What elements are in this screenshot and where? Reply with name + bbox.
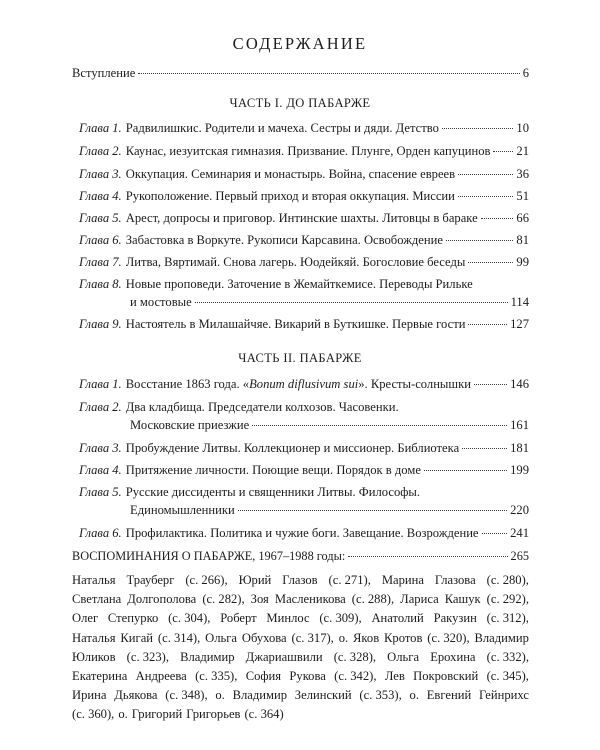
- toc-entry-continuation[interactable]: [130, 295, 529, 310]
- leader-dots: [462, 448, 507, 449]
- memoir-authors-list: [72, 571, 529, 725]
- memoir-authors-line: [72, 590, 529, 609]
- leader-dots: [482, 533, 508, 534]
- title-part: Восстание 1863 года. «: [125, 377, 250, 391]
- entry-title: Два кладбища. Председатели колхозов. Часовенки.: [125, 400, 399, 414]
- memoir-word: Ирина: [72, 688, 107, 703]
- memoir-authors-line: [72, 667, 529, 686]
- memoir-word: Юликов: [72, 649, 116, 664]
- memoir-word: Светлана: [72, 592, 122, 607]
- title-part: ». Кресты-солнышки: [358, 377, 471, 391]
- toc-entry[interactable]: [79, 441, 529, 456]
- toc-entry[interactable]: [79, 144, 529, 159]
- entry-page: 114: [510, 295, 529, 309]
- entry-title: Забастовка в Воркуте. Рукописи Карсавина. Освобождение: [125, 233, 443, 247]
- entry-page: 6: [522, 66, 529, 80]
- entry-title: Русские диссиденты и священники Литвы. Философы.: [125, 485, 421, 499]
- memoir-word: Яков: [353, 630, 380, 645]
- memoir-word: (с. 304),: [168, 611, 211, 626]
- chapter-number: Глава 6.: [79, 233, 122, 247]
- memoir-word: Ольга: [387, 649, 420, 664]
- entry-page: 81: [516, 233, 529, 247]
- leader-dots: [458, 196, 513, 197]
- entry-title: Радвилишкис. Родители и мачеха. Сестры и дяди. Детство: [125, 121, 439, 135]
- chapter-number: Глава 1.: [79, 377, 122, 391]
- memoir-word: Олег: [72, 611, 99, 626]
- memoir-word: (с. 312),: [486, 611, 529, 626]
- chapter-number: Глава 5.: [79, 485, 122, 499]
- memoir-word: Лев: [384, 669, 405, 684]
- entry-page: 161: [510, 418, 529, 432]
- entry-page: 36: [516, 167, 529, 181]
- chapter-number: Глава 3.: [79, 167, 122, 181]
- memoir-word: Гейнрихс: [478, 688, 529, 703]
- memoir-word: Кротов: [384, 630, 423, 645]
- toc-entry[interactable]: [79, 255, 529, 270]
- memoir-word: Наталья: [72, 630, 116, 645]
- memoir-word: Степурко: [107, 611, 159, 626]
- entry-title: Вступление: [72, 66, 136, 80]
- toc-entry-memoirs[interactable]: [72, 549, 529, 564]
- toc-entry-intro[interactable]: [72, 66, 529, 81]
- entry-title: Настоятель в Милашайчяе. Викарий в Буткишке. Первые гости: [125, 317, 466, 331]
- leader-dots: [458, 174, 513, 175]
- memoir-word: (с. 288),: [351, 592, 395, 607]
- entry-page: 99: [516, 255, 529, 269]
- leader-dots: [468, 324, 507, 325]
- memoir-word: София: [245, 669, 282, 684]
- memoir-authors-line: [72, 686, 529, 705]
- memoir-authors-line: [72, 648, 529, 667]
- memoir-word: Глазов: [282, 573, 318, 587]
- entry-title: Пробуждение Литвы. Коллекционер и миссионер. Библиотека: [125, 441, 460, 455]
- memoir-word: Кигай: [120, 630, 154, 645]
- entry-title: Новые проповеди. Заточение в Жемайткемисе. Переводы Рильке: [125, 277, 473, 291]
- memoir-word: Евгений: [426, 688, 472, 703]
- chapter-number: Глава 9.: [79, 317, 122, 331]
- memoir-word: (с. 364): [244, 707, 284, 722]
- entry-title-continuation: Единомышленники: [130, 503, 235, 517]
- contents-heading: СОДЕРЖАНИЕ: [232, 34, 368, 53]
- leader-dots: [138, 73, 519, 74]
- leader-dots: [442, 128, 513, 129]
- entry-page: 127: [510, 317, 529, 331]
- memoir-word: о.: [338, 630, 349, 645]
- memoir-word: Анатолий: [371, 611, 424, 626]
- memoir-word: Екатерина: [72, 669, 128, 684]
- toc-entry[interactable]: [79, 485, 529, 500]
- chapter-number: Глава 6.: [79, 526, 122, 540]
- toc-entry[interactable]: [79, 317, 529, 332]
- memoir-word: Лариса: [400, 592, 439, 607]
- memoir-word: (с. 328),: [333, 649, 377, 664]
- entry-page: 220: [510, 503, 529, 517]
- entry-page: 66: [516, 211, 529, 225]
- memoir-word: Джариашвили: [245, 649, 323, 664]
- part-heading-1: ЧАСТЬ I. ДО ПАБАРЖЕ: [229, 96, 371, 110]
- leader-dots: [238, 510, 507, 511]
- memoir-word: о.: [215, 688, 225, 703]
- toc-entry[interactable]: [79, 121, 529, 136]
- entry-page: 181: [510, 441, 529, 455]
- entry-page: 199: [510, 463, 529, 477]
- memoir-word: Наталья: [72, 573, 116, 587]
- leader-dots: [252, 425, 507, 426]
- memoir-word: Обухова: [241, 630, 287, 645]
- entry-title: Оккупация. Семинария и монастырь. Война, спасение евреев: [125, 167, 456, 181]
- memoir-word: (с. 314),: [157, 630, 201, 645]
- entry-title: Рукоположение. Первый приход и вторая оккупация. Миссии: [125, 189, 455, 203]
- memoir-word: (с. 282),: [202, 592, 245, 607]
- memoir-word: Ракузин: [433, 611, 477, 626]
- chapter-number: Глава 2.: [79, 144, 122, 158]
- memoir-word: Масленикова: [274, 592, 346, 607]
- memoir-word: Григорьев: [186, 707, 241, 722]
- memoir-word: (с. 332),: [486, 649, 529, 664]
- entry-page: 146: [510, 377, 529, 391]
- toc-entry[interactable]: [79, 400, 529, 415]
- leader-dots: [195, 302, 508, 303]
- latin-motto: Bonum diflusivum sui: [249, 377, 359, 391]
- memoir-word: Григорий: [131, 707, 183, 722]
- memoir-word: (с. 280),: [486, 573, 529, 587]
- toc-entry[interactable]: [79, 463, 529, 478]
- chapter-number: Глава 5.: [79, 211, 122, 225]
- entry-page: 10: [516, 121, 529, 135]
- memoir-word: Трауберг: [126, 573, 175, 587]
- memoir-word: Дьякова: [114, 688, 158, 703]
- memoir-word: Рукова: [289, 669, 326, 684]
- entry-title-continuation: Московские приезжие: [130, 418, 250, 432]
- memoir-word: Глазова: [434, 573, 476, 587]
- entry-title: Притяжение личности. Поющие вещи. Порядок в доме: [125, 463, 421, 477]
- entry-title: Литва, Вяртимай. Снова лагерь. Юодейкяй. Богословие беседы: [125, 255, 466, 269]
- memoir-word: (с. 335),: [195, 669, 238, 684]
- leader-dots: [481, 218, 514, 219]
- memoir-authors-line: [72, 609, 529, 628]
- chapter-number: Глава 4.: [79, 189, 122, 203]
- entry-page: 265: [510, 549, 529, 563]
- memoir-word: (с. 342),: [334, 669, 377, 684]
- memoir-word: (с. 345),: [486, 669, 529, 684]
- leader-dots: [474, 384, 507, 385]
- memoir-word: Юрий: [238, 573, 272, 587]
- toc-entry[interactable]: [79, 526, 529, 541]
- memoir-word: Роберт: [220, 611, 257, 626]
- leader-dots: [446, 240, 513, 241]
- memoir-word: Долгополова: [127, 592, 197, 607]
- leader-dots: [493, 151, 513, 152]
- toc-entry[interactable]: [79, 211, 529, 226]
- memoir-word: Кашук: [444, 592, 481, 607]
- memoir-word: Минлос: [266, 611, 310, 626]
- chapter-number: Глава 1.: [79, 121, 122, 135]
- memoir-word: Владимир: [180, 649, 235, 664]
- toc-entry[interactable]: [79, 277, 529, 292]
- toc-entry[interactable]: [79, 167, 529, 182]
- leader-dots: [424, 470, 507, 471]
- memoirs-title: ВОСПОМИНАНИЯ О ПАБАРЖЕ, 1967–1988 годы:: [72, 549, 346, 563]
- memoir-word: (с. 320),: [427, 630, 470, 645]
- memoir-word: Покровский: [413, 669, 479, 684]
- memoir-word: Ерохина: [430, 649, 476, 664]
- memoir-word: о.: [409, 688, 419, 703]
- toc-entry[interactable]: [79, 189, 529, 204]
- entry-page: 21: [516, 144, 529, 158]
- memoir-word: (с. 309),: [319, 611, 362, 626]
- memoir-authors-line: [72, 629, 529, 648]
- chapter-number: Глава 3.: [79, 441, 122, 455]
- entry-title: Каунас, иезуитская гимназия. Призвание. Плунге, Орден капуцинов: [125, 144, 491, 158]
- chapter-number: Глава 4.: [79, 463, 122, 477]
- memoir-word: Марина: [381, 573, 424, 587]
- memoir-word: Владимир: [474, 630, 529, 645]
- leader-dots: [468, 262, 513, 263]
- entry-title-continuation: и мостовые: [130, 295, 192, 309]
- memoir-word: Владимир: [232, 688, 288, 703]
- toc-entry[interactable]: [79, 233, 529, 248]
- memoir-word: Зелинский: [294, 688, 352, 703]
- memoir-word: Зоя: [250, 592, 269, 607]
- toc-entry-continuation[interactable]: [130, 503, 529, 518]
- toc-entry-continuation[interactable]: [130, 418, 529, 433]
- entry-page: 51: [516, 189, 529, 203]
- leader-dots: [348, 556, 507, 557]
- entry-title: Арест, допросы и приговор. Интинские шахты. Литовцы в бараке: [125, 211, 478, 225]
- memoir-word: (с. 317),: [291, 630, 334, 645]
- entry-title: [126, 377, 471, 392]
- memoir-authors-line: [72, 705, 529, 724]
- chapter-number: Глава 2.: [79, 400, 122, 414]
- memoir-word: о.: [118, 707, 128, 722]
- memoir-word: (с. 323),: [126, 649, 169, 664]
- memoir-word: (с. 353),: [359, 688, 402, 703]
- part-heading-2: ЧАСТЬ II. ПАБАРЖЕ: [238, 351, 362, 365]
- memoir-word: (с. 348),: [165, 688, 208, 703]
- memoir-word: (с. 266),: [185, 573, 228, 587]
- chapter-number: Глава 7.: [79, 255, 122, 269]
- toc-entry[interactable]: [79, 377, 529, 392]
- memoir-authors-line: [72, 571, 529, 590]
- memoir-word: (с. 360),: [72, 707, 115, 722]
- memoir-word: Андреева: [135, 669, 187, 684]
- memoir-word: Ольга: [205, 630, 237, 645]
- entry-page: 241: [510, 526, 529, 540]
- chapter-number: Глава 8.: [79, 277, 122, 291]
- memoir-word: (с. 271),: [328, 573, 371, 587]
- entry-title: Профилактика. Политика и чужие боги. Завещание. Возрождение: [125, 526, 479, 540]
- memoir-word: (с. 292),: [486, 592, 529, 607]
